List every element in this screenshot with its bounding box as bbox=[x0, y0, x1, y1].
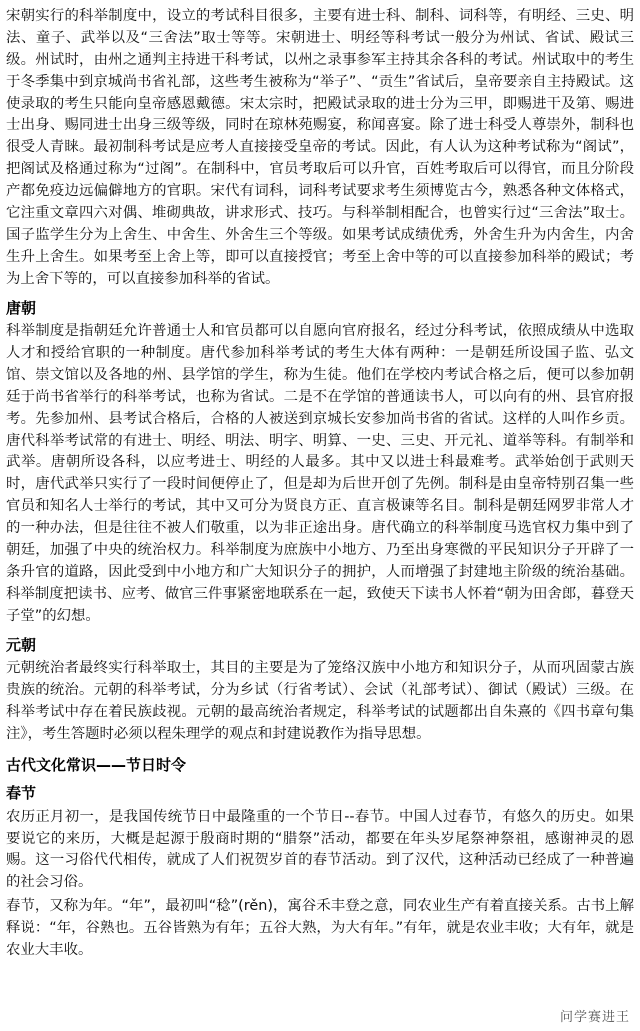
section-heading: 古代文化常识——节日时令 bbox=[6, 755, 187, 774]
document-body bbox=[6, 6, 634, 962]
body-paragraph: 春节，又称为年。“年”，最初叫“稔”(rěn)，寓谷禾丰登之意，同农业生产有着直接关系。古书上解释说：“年，谷熟也。五谷皆熟为有年；五谷大熟，为大有年。”有年，就是农业丰收；大有年，就是农业大丰收。 bbox=[6, 898, 634, 958]
section-heading: 唐朝 bbox=[6, 298, 37, 317]
watermark-text: 问学赛进王 bbox=[559, 1010, 630, 1025]
body-paragraph: 元朝统治者最终实行科举取士，其目的主要是为了笼络汉族中小地方和知识分子，从而巩固蒙古族贵族的统治。元朝的科举考试，分为乡试（行省考试）、会试（礼部考试）、御试（殿试）三级。在科举考试中存在着民族歧视。元朝的最高统治者规定，科举考试的试题都出自朱熹的《四书章句集注》，考生答题时必须以程朱理学的观点和封建说教作为指导思想。 bbox=[6, 660, 634, 742]
section-heading: 春节 bbox=[6, 784, 37, 803]
section-heading: 元朝 bbox=[6, 635, 37, 654]
body-paragraph: 农历正月初一，是我国传统节日中最隆重的一个节日--春节。中国人过春节，有悠久的历史。如果要说它的来历，大概是起源于殷商时期的“腊祭”活动，都要在年头岁尾祭神祭祖，感谢神灵的恩赐。这一习俗代代相传，就成了人们祝贺岁首的春节活动。到了汉代，这种活动已经成了一种普遍的社会习俗。 bbox=[6, 808, 634, 891]
body-paragraph: 宋朝实行的科举制度中，设立的考试科目很多，主要有进士科、制科、词科等，有明经、三史、明法、童子、武举以及“三舍法”取士等等。宋朝进士、明经等科考试一般分为州试、省试、殿试三级。州试时，由州之通判主持进干科考试，以州之录事参军主持其余各科的考试。州试取中的考生于冬季集中到京城尚书省礼部，这些考生被称为“举子”、“贡生”省试后，皇帝要亲自主持殿试。这使录取的考生只能向皇帝感恩戴德。宋太宗时，把殿试录取的进士分为三甲，即赐进干及第、赐进士出身、赐同进士出身三级等级，同时在琼林苑赐宴，称闻喜宴。除了进士科受人尊崇外，制科也很受人青睐。最初制科考试是应考人直接接受皇帝的考试。因此，有人认为这种考试称为“阁试”，把阁试及格通过称为“过阁”。在制科中，官员考取后可以升官，百姓考取后可以得官，而且分阶段产都免疫边远偏僻地方的官职。宋代有词科，词科考试要求考生须博览古今，熟悉各种文体格式，它注重文章四六对偶、堆砌典故，讲求形式、技巧。与科举制相配合，也曾实行过“三舍法”取士。国子监学生分为上舍生、中舍生、外舍生三个等级。如果考试成绩优秀，外舍生升为内舍生，内舍生升上舍生。如果考至上舍上等，即可以直接授官；考至上舍中等的可以直接参加科举的殿试；考为上舍下等的，可以直接参加科举的省试。 bbox=[6, 8, 634, 287]
body-paragraph: 科举制度是指朝廷允许普通士人和官员都可以自愿向官府报名，经过分科考试，依照成绩从中选取人才和授给官职的一种制度。唐代参加科举考试的考生大体有两种：一是朝廷所设国子监、弘文馆、崇文馆以及各地的州、县学馆的学生，称为生徒。他们在学校内考试合格之后，便可以参加朝廷于尚书省举行的科举考试，也称为省试。二是不在学馆的普通读书人，可以向有的州、县官府报考。先参加州、县考试合格后，合格的人被送到京城长安参加尚书省的省试。这样的人叫作乡贡。唐代科举考试常的有进士、明经、明法、明字、明算、一史、三史、开元礼、道举等科。有制举和武举。唐朝所设各科，以应考进士、明经的人最多。其中又以进士科最难考。武举始创于武则天时，唐代武举只实行了一段时间便停止了，但是却为后世开创了先例。制科是由皇帝特别召集一些官员和知名人士举行的考试，其中又可分为贤良方正、直言极谏等名目。制科是朝廷网罗非常人才的一种办法，但是往往不被人们敬重，以为非正途出身。唐代确立的科举制度马选官权力集中到了朝廷，加强了中央的统治权力。科举制度为庶族中小地方、乃至出身寒微的平民知识分子开辟了一条升官的道路，因此受到中小地方和广大知识分子的拥护，人而增强了封建地主阶级的统治基础。科举制度把读书、应考、做官三件事紧密地联系在一起，致使天下读书人怀着“朝为田舍郎，暮登天子堂”的幻想。 bbox=[6, 323, 634, 624]
